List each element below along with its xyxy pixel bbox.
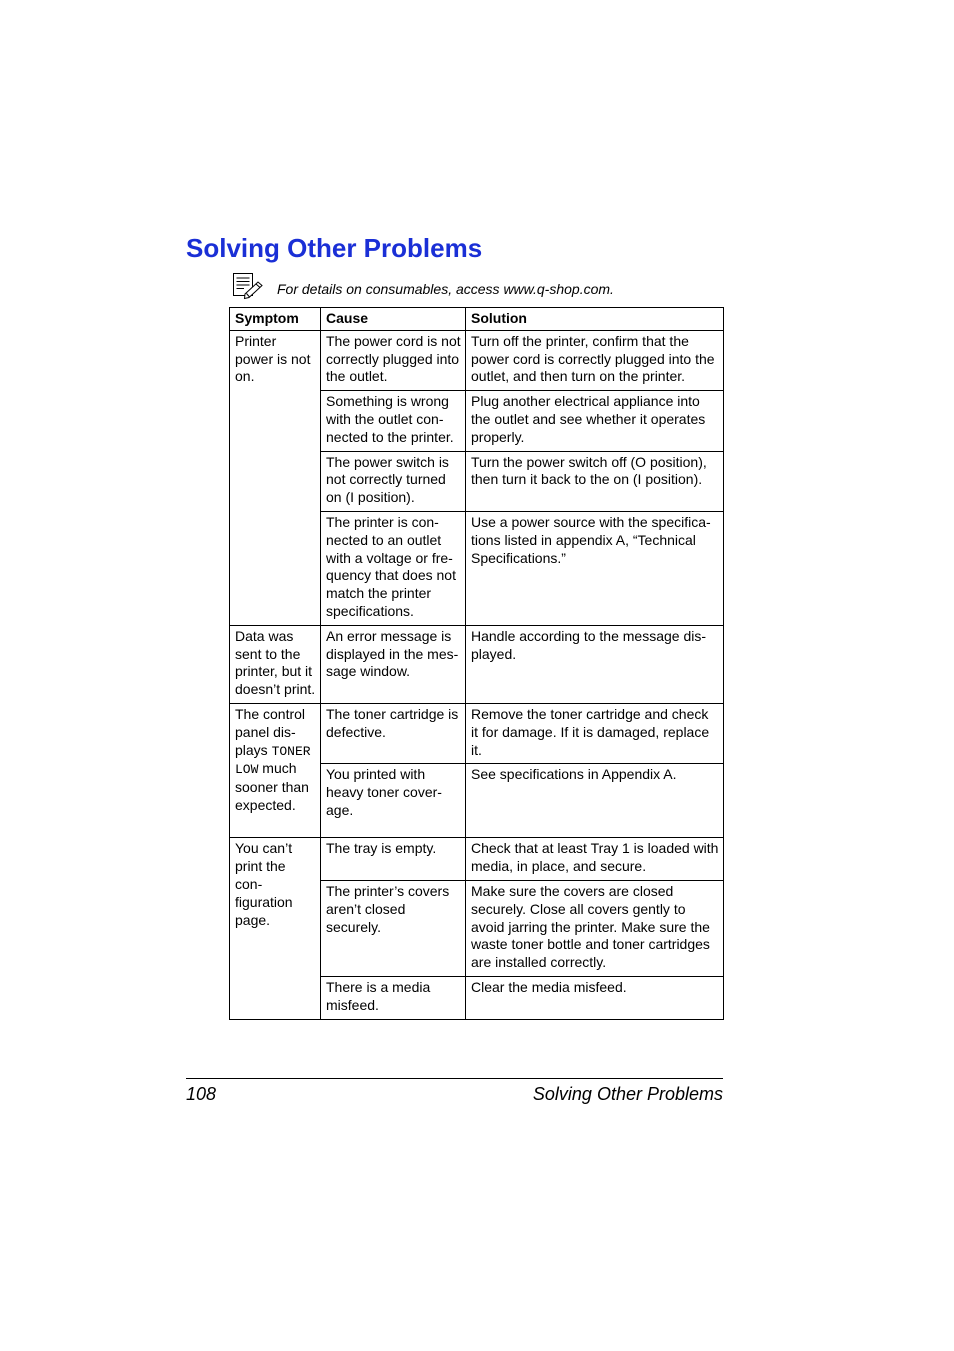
header-symptom: Symptom — [230, 308, 321, 331]
solution-cell: Remove the toner cartridge and check it for damage. If it is damaged, replace it. — [466, 703, 724, 763]
solution-cell: Handle according to the message dis-played. — [466, 625, 724, 703]
table-row — [230, 625, 724, 703]
solution-cell: Plug another electrical appliance into the outlet and see whether it operates properly. — [466, 391, 724, 451]
solution-cell: Make sure the covers are closed securely. Close all covers gently to avoid jarring the printer. Make sure the waste toner bottle and toner cartridges are installed correctly. — [466, 880, 724, 976]
table-row — [230, 330, 724, 390]
solution-cell: Check that at least Tray 1 is loaded with media, in place, and secure. — [466, 838, 724, 881]
page-title: Solving Other Problems — [186, 233, 483, 263]
cause-cell: An error message is displayed in the mes-sage window. — [321, 625, 466, 703]
symptom-cell: Printer power is not on. — [230, 330, 321, 625]
solution-cell: Clear the media misfeed. — [466, 976, 724, 1019]
symptom-text: much sooner than expected. — [235, 760, 309, 813]
cause-cell: There is a media misfeed. — [321, 976, 466, 1019]
cause-cell: The tray is empty. — [321, 838, 466, 881]
header-solution: Solution — [466, 308, 724, 331]
symptom-cell — [230, 703, 321, 837]
note-text: For details on consumables, access www.q-shop.com. — [277, 281, 614, 297]
solution-cell: Turn off the printer, confirm that the power cord is correctly plugged into the outlet, and then turn on the printer. — [466, 330, 724, 390]
cause-cell: The printer’s covers aren’t closed securely. — [321, 880, 466, 976]
footer-section-title: Solving Other Problems — [532, 1084, 723, 1104]
toner-low-message: TONER LOW — [235, 743, 311, 778]
symptom-text: The control panel dis-plays — [235, 705, 306, 758]
footer-page-number: 108 — [186, 1084, 217, 1104]
table-row — [230, 703, 724, 763]
cause-cell: The toner cartridge is defective. — [321, 703, 466, 763]
table-row — [230, 838, 724, 881]
solution-cell: Use a power source with the specifica-tions listed in appendix A, “Technical Specifications.” — [466, 511, 724, 625]
symptom-cell: Data was sent to the printer, but it doesn’t print. — [230, 625, 321, 703]
cause-cell: The power switch is not correctly turned on (I position). — [321, 451, 466, 511]
cause-cell: The printer is con-nected to an outlet with a voltage or fre-quency that does not match the printer specifications. — [321, 511, 466, 625]
troubleshooting-table — [229, 307, 724, 1020]
cause-cell: Something is wrong with the outlet con-nected to the printer. — [321, 391, 466, 451]
solution-cell: Turn the power switch off (O position), then turn it back to the on (I position). — [466, 451, 724, 511]
solution-cell: See specifications in Appendix A. — [466, 764, 724, 838]
footer-divider — [186, 1078, 723, 1079]
cause-cell: You printed with heavy toner cover-age. — [321, 764, 466, 838]
symptom-cell: You can’t print the con-figuration page. — [230, 838, 321, 1019]
note — [232, 270, 614, 300]
table-header-row — [230, 308, 724, 331]
header-cause: Cause — [321, 308, 466, 331]
note-pencil-icon — [232, 272, 266, 300]
cause-cell: The power cord is not correctly plugged into the outlet. — [321, 330, 466, 390]
